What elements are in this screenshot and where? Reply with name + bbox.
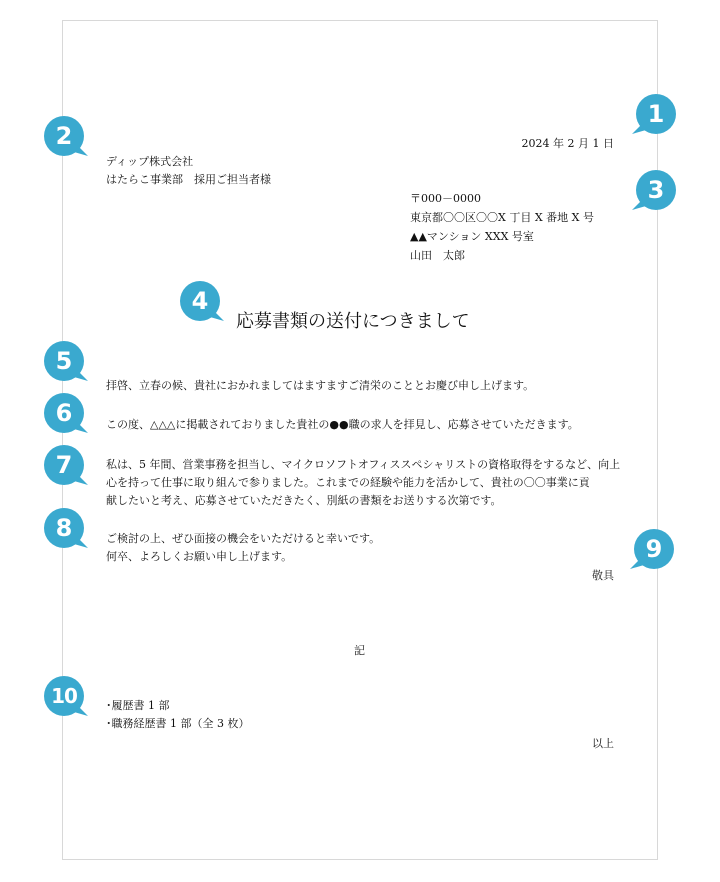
marker-8: 8: [44, 508, 90, 554]
closing-request-line-2: 何卒、よろしくお願い申し上げます。: [106, 550, 293, 563]
closing-word: 敬具: [592, 569, 614, 582]
recipient-department: はたらこ事業部 採用ご担当者様: [106, 173, 271, 186]
marker-4: 4: [180, 281, 226, 327]
marker-9: 9: [628, 529, 674, 575]
purpose-text: この度、△△△に掲載されておりました貴社の●●職の求人を拝見し、応募させていただきます。: [106, 418, 579, 431]
marker-6: 6: [44, 393, 90, 439]
sender-name: 山田 太郎: [410, 249, 465, 262]
pr-line-1: 私は、5 年間、営業事務を担当し、マイクロソフトオフィススペシャリストの資格取得をするなど、向上: [106, 458, 621, 471]
recipient-company: ディップ株式会社: [106, 155, 194, 168]
marker-1: 1: [630, 94, 676, 140]
enclosure-item-2: ･職務経歴書 1 部（全 3 枚）: [106, 717, 250, 730]
letter-date: 2024 年 2 月 1 日: [521, 137, 614, 150]
pr-line-3: 献したいと考え、応募させていただきたく、別紙の書類をお送りする次第です。: [106, 494, 502, 507]
greeting-text: 拝啓、立春の候、貴社におかれましてはますますご清栄のこととお慶び申し上げます。: [106, 379, 535, 392]
enclosure-item-1: ･履歴書 1 部: [106, 699, 170, 712]
marker-3: 3: [630, 170, 676, 216]
marker-5: 5: [44, 341, 90, 387]
marker-10: 10: [44, 676, 90, 722]
closing-request-line-1: ご検討の上、ぜひ面接の機会をいただけると幸いです。: [106, 532, 381, 545]
end-word: 以上: [592, 737, 614, 750]
sender-address: 東京都〇〇区〇〇X 丁目 X 番地 X 号: [410, 211, 594, 224]
ki-heading: 記: [354, 644, 365, 657]
marker-2: 2: [44, 116, 90, 162]
marker-7: 7: [44, 445, 90, 491]
pr-line-2: 心を持って仕事に取り組んで参りました。これまでの経験や能力を活かして、貴社の〇〇事業に貢: [106, 476, 590, 489]
letter-subject: 応募書類の送付につきまして: [236, 311, 470, 332]
sender-building: ▲▲マンション XXX 号室: [410, 230, 534, 243]
sender-postal-code: 〒000－0000: [410, 192, 481, 205]
